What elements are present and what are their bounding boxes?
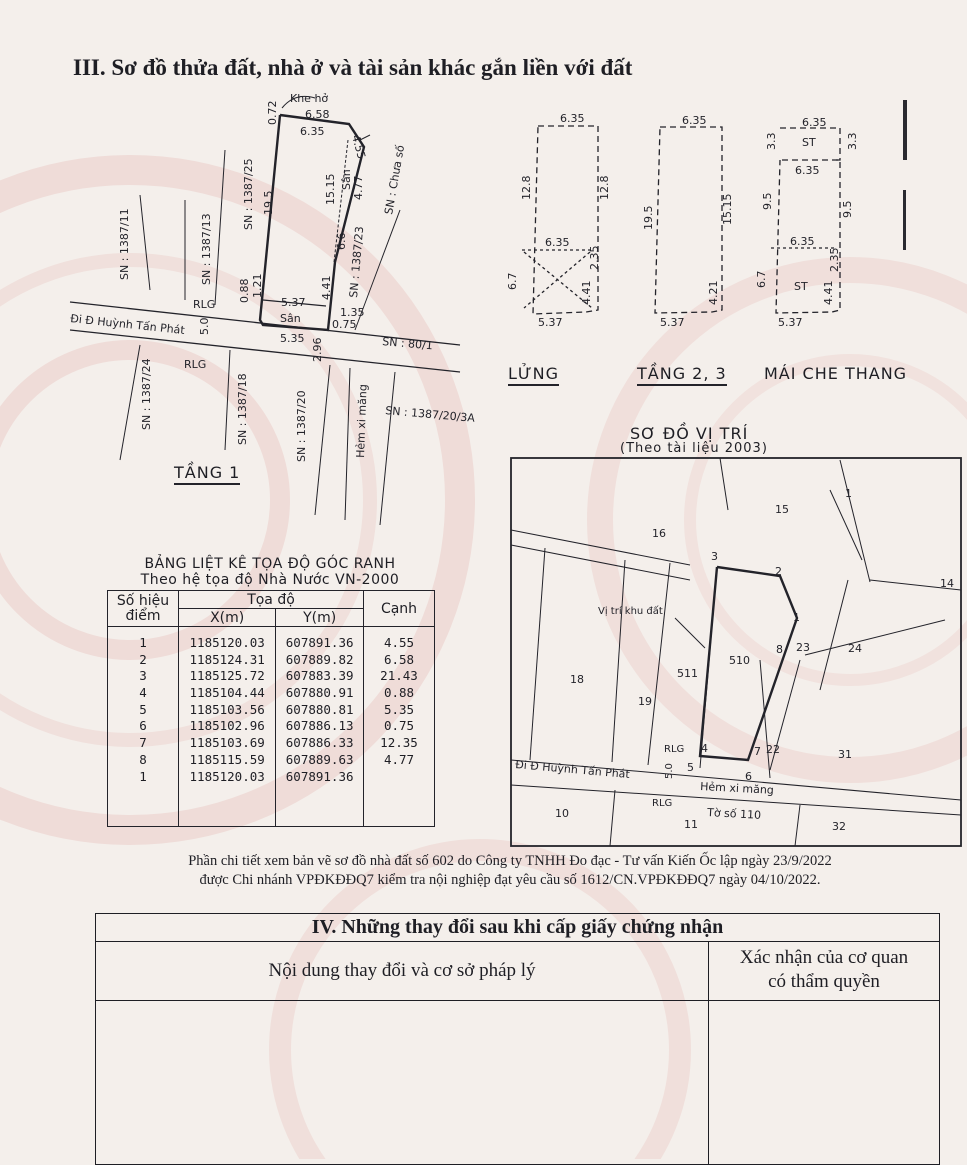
f1-sn-1387-23: SN : 1387/23	[347, 225, 367, 299]
roof-in635: 6.35	[795, 164, 820, 177]
loc-p510: 510	[729, 654, 750, 667]
coord-cell: 1185115.59	[189, 751, 265, 767]
coord-cell: 607886.13	[285, 718, 354, 734]
loc-pt2: 2	[775, 565, 782, 578]
coord-h-sohieu-1: Số hiệu	[116, 592, 170, 609]
coord-cell: 607889.82	[285, 651, 354, 667]
f1-khe-ho: Khe hở	[290, 92, 329, 105]
f1-r075: 0.75	[332, 318, 357, 331]
f1-l121: 1.21	[251, 273, 264, 298]
loc-pt3: 3	[711, 550, 718, 563]
roof-l95: 9.5	[761, 192, 774, 210]
roof-mid: 6.35	[790, 235, 815, 248]
f1-sn-1387-20-3a: SN : 1387/20/3A	[384, 404, 476, 425]
roof-r33: 3.3	[846, 132, 859, 150]
lung-mid: 6.35	[545, 236, 570, 249]
coord-h-sohieu	[108, 591, 179, 627]
coord-title-line2: Theo hệ tọa độ Nhà Nước VN-2000	[140, 572, 400, 588]
f1-bottom537: 5.37	[281, 296, 306, 309]
loc-p32: 32	[832, 820, 846, 833]
coord-cell: 1185102.96	[189, 718, 265, 734]
f1-sn-1387-20: SN : 1387/20	[295, 390, 308, 462]
loc-pt6: 6	[745, 770, 752, 783]
f1-top635: 6.35	[300, 125, 325, 138]
loc-p24: 24	[848, 642, 862, 655]
coord-cell: 2	[139, 651, 147, 667]
f1-r477: 4.77	[352, 175, 365, 200]
roof-top: 6.35	[802, 116, 827, 129]
coord-cell: 7	[139, 735, 147, 751]
loc-p11: 11	[684, 818, 698, 831]
coord-cell: 1185125.72	[189, 668, 265, 684]
loc-pt1: 1	[793, 611, 800, 624]
loc-sheet: Tờ số 110	[706, 806, 762, 822]
roof-r95: 9.5	[841, 200, 854, 218]
f1-r66: 6.6	[335, 232, 348, 250]
loc-p16: 16	[652, 527, 666, 540]
coord-cell: 1	[139, 768, 147, 784]
roof-bottom: 5.37	[778, 316, 803, 329]
coord-cell: 21.43	[380, 668, 418, 684]
loc-p511: 511	[677, 667, 698, 680]
f1-right455: 4.55	[349, 133, 369, 161]
f1-sn-1387-24: SN : 1387/24	[140, 358, 153, 430]
coord-col-y	[276, 627, 364, 827]
f1-top658: 6.58	[305, 108, 330, 121]
loc-p23: 23	[796, 641, 810, 654]
f1-san2: Sân	[280, 312, 301, 325]
roof-l67: 6.7	[755, 270, 768, 288]
lung-r441: 4.41	[580, 280, 593, 305]
t23-r421: 4.21	[707, 280, 720, 305]
coord-cell: 6.58	[383, 651, 415, 667]
section4-col2-header	[709, 942, 939, 1001]
coord-cell: 1185103.69	[189, 735, 265, 751]
f1-sn-1387-18: SN : 1387/18	[236, 373, 249, 445]
coord-cell: 607889.63	[285, 751, 354, 767]
coord-title-line1: BẢNG LIỆT KÊ TỌA ĐỘ GÓC RANH	[144, 556, 396, 572]
section4-content-col	[96, 942, 709, 1164]
coord-cell: 4.77	[383, 751, 415, 767]
coord-cell: 1	[139, 635, 147, 650]
coord-cell: 1185120.03	[189, 635, 265, 650]
f1-d072: 0.72	[266, 100, 279, 125]
loc-pt7: 7	[754, 745, 761, 758]
coord-cell: 12.35	[380, 735, 418, 751]
loc-p1: 1	[845, 487, 852, 500]
f1-rlg-top: RLG	[193, 298, 216, 311]
f1-road: Đi Đ Huỳnh Tấn Phát	[69, 312, 186, 337]
coord-table	[107, 590, 435, 827]
coord-h-x: X(m)	[179, 609, 276, 627]
loc-parcel-label: Vị trí khu đất	[598, 606, 663, 617]
coord-cell: 1185124.31	[189, 651, 265, 667]
f1-san: Sân	[340, 169, 353, 190]
section4-confirm-col	[709, 942, 939, 1164]
loc-rlg2: RLG	[652, 798, 673, 809]
section4-table	[95, 913, 940, 1165]
f1-left195: 19.5	[262, 190, 275, 215]
coord-col-x	[179, 627, 276, 827]
coord-cell: 3	[139, 668, 147, 684]
coord-cell: 1185103.56	[189, 701, 265, 717]
f1-bottom535: 5.35	[280, 332, 305, 345]
roof-l33: 3.3	[765, 132, 778, 150]
roof-r235: 2.35	[828, 247, 841, 272]
location-title: SƠ ĐỒ VỊ TRÍ	[630, 424, 749, 443]
coord-cell: 1185120.03	[189, 768, 265, 784]
f1-sn-chua-so: SN : Chưa số	[382, 144, 408, 216]
coord-table-title	[105, 556, 435, 588]
loc-p18: 18	[570, 673, 584, 686]
lung-l67: 6.7	[506, 272, 519, 290]
coord-cell: 607891.36	[285, 768, 354, 784]
t23-r1515: 15.15	[721, 193, 734, 225]
section4-title: IV. Những thay đổi sau khi cấp giấy chứng nhận	[96, 914, 939, 942]
t23-bottom: 5.37	[660, 316, 685, 329]
t23-l195: 19.5	[642, 205, 655, 230]
lung-label: LỬNG	[508, 364, 559, 386]
t23-top: 6.35	[682, 114, 707, 127]
f1-hem: Hẻm xi măng	[354, 383, 370, 459]
lung-bottom: 5.37	[538, 316, 563, 329]
roof-st2: ST	[794, 280, 808, 293]
floor1-label: TẦNG 1	[174, 463, 240, 485]
loc-road: Đi Đ Huỳnh Tấn Phát	[514, 758, 631, 782]
f1-w296: 2.96	[311, 337, 324, 362]
coord-cell: 6	[139, 718, 147, 734]
loc-p15: 15	[775, 503, 789, 516]
f1-rlg-bottom: RLG	[184, 358, 207, 371]
lung-r128: 12.8	[598, 175, 611, 200]
lung-top: 6.35	[560, 112, 585, 125]
f1-sn-80-1: SN : 80/1	[381, 335, 434, 353]
coord-cell: 607886.33	[285, 735, 354, 751]
coord-cell: 607883.39	[285, 668, 354, 684]
coord-cell: 5.35	[383, 701, 415, 717]
coord-cell: 607880.91	[285, 685, 354, 701]
coord-cell: 0.88	[383, 685, 415, 701]
coord-cell: 8	[139, 751, 147, 767]
roof-label: MÁI CHE THANG	[764, 364, 908, 383]
f1-sn-1387-25: SN : 1387/25	[242, 158, 255, 230]
section4-col2-line1: Xác nhận của cơ quan	[739, 947, 909, 968]
f1-sn-1387-13: SN : 1387/13	[200, 213, 213, 285]
loc-hem: Hẻm xi măng	[699, 780, 775, 797]
coord-h-toado: Tọa độ	[179, 591, 364, 609]
section4-col1-header: Nội dung thay đổi và cơ sở pháp lý	[96, 942, 708, 1001]
coord-h-sohieu-2: điểm	[125, 607, 161, 624]
f1-mid1515: 15.15	[324, 173, 337, 205]
loc-pt4: 4	[701, 742, 708, 755]
f1-r441: 4.41	[320, 275, 333, 300]
coord-col-edges	[364, 627, 435, 827]
loc-pt5: 5	[687, 761, 694, 774]
note-line1: Phần chi tiết xem bản vẽ sơ đồ nhà đất số 602 do Công ty TNHH Đo đạc - Tư vấn Kiến Ốc lập ngày 23/9/2022	[188, 853, 832, 869]
location-subtitle: (Theo tài liệu 2003)	[620, 441, 768, 456]
survey-note	[110, 852, 910, 890]
f1-sn-1387-11: SN : 1387/11	[118, 208, 131, 280]
loc-p19: 19	[638, 695, 652, 708]
roof-st: ST	[802, 136, 816, 149]
loc-p14: 14	[940, 577, 954, 590]
coord-h-y: Y(m)	[276, 609, 364, 627]
tang23-label: TẦNG 2, 3	[637, 364, 727, 386]
section3-title: III. Sơ đồ thửa đất, nhà ở và tài sản khác gắn liền với đất	[73, 55, 633, 80]
loc-rlg1: RLG	[664, 744, 685, 755]
coord-cell: 5	[139, 701, 147, 717]
coord-cell: 0.75	[383, 718, 415, 734]
coord-cell: 1185104.44	[189, 685, 265, 701]
f1-w50: 5.0	[198, 317, 211, 335]
loc-p22: 22	[766, 743, 780, 756]
loc-p10: 10	[555, 807, 569, 820]
loc-p31: 31	[838, 748, 852, 761]
coord-cell: 607880.81	[285, 701, 354, 717]
coord-cell: 607891.36	[285, 635, 354, 650]
section4-col2-line2: có thẩm quyền	[768, 971, 880, 992]
coord-cell: 4.55	[383, 635, 415, 650]
coord-h-canh: Cạnh	[364, 591, 435, 627]
f1-r135: 1.35	[340, 306, 365, 319]
coord-cell: 4	[139, 685, 147, 701]
note-line2: được Chi nhánh VPĐKĐĐQ7 kiểm tra nội nghiệp đạt yêu cầu số 1612/CN.VPĐKĐĐQ7 ngày 04/10/2022.	[199, 872, 821, 888]
roof-r441: 4.41	[822, 280, 835, 305]
lung-l128: 12.8	[520, 175, 533, 200]
lung-r235: 2.35	[588, 245, 601, 270]
f1-l088: 0.88	[238, 278, 251, 303]
loc-pt8: 8	[776, 643, 783, 656]
loc-w50: 5.0	[664, 763, 675, 779]
coord-col-points	[108, 627, 179, 827]
